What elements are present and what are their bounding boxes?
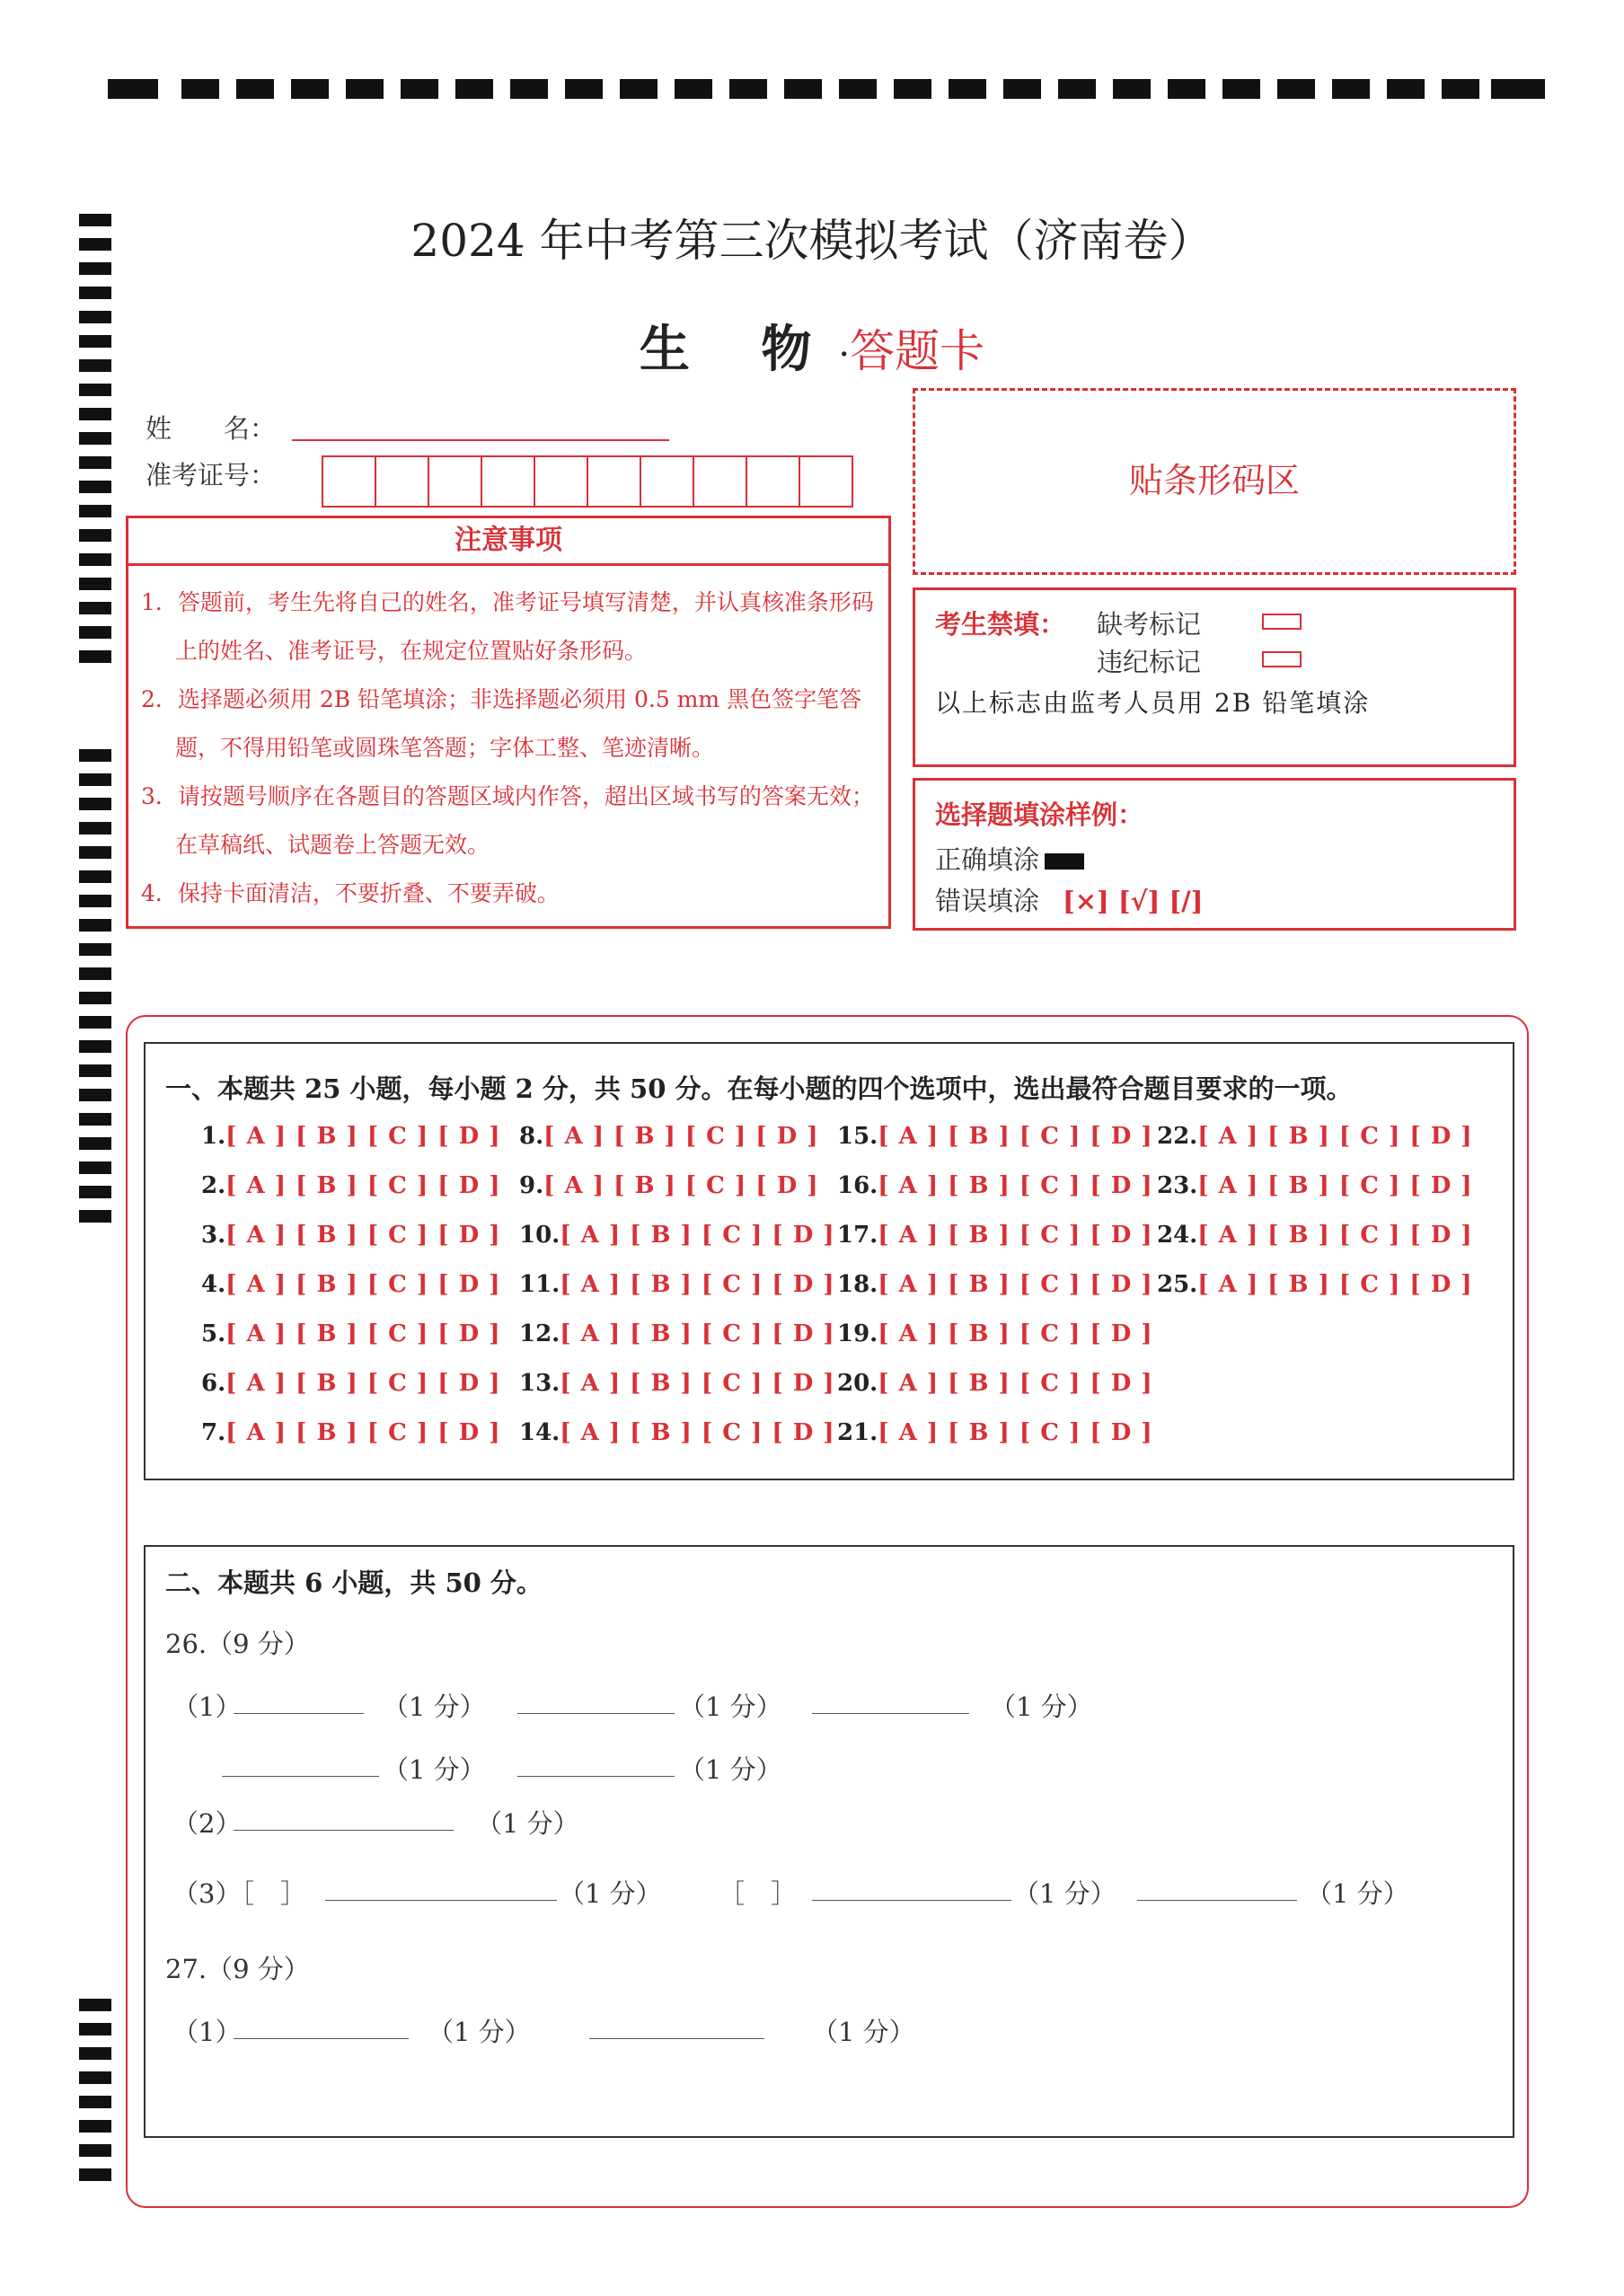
score-label: （1 分） — [1306, 1878, 1409, 1909]
score-label: （1 分） — [812, 2017, 915, 2047]
timing-mark — [79, 505, 111, 517]
timing-mark — [79, 2096, 111, 2108]
answer-options[interactable]: [ A ] [ B ] [ C ] [ D ] — [1197, 1123, 1473, 1150]
answer-options[interactable]: [ A ] [ B ] [ C ] [ D ] — [543, 1172, 819, 1199]
answer-line[interactable] — [589, 2037, 764, 2039]
timing-mark — [1442, 79, 1479, 99]
mcq-item[interactable] — [201, 1222, 501, 1249]
timing-mark — [79, 2144, 111, 2157]
answer-options[interactable]: [ A ] [ B ] [ C ] [ D ] — [225, 1172, 501, 1199]
timing-mark — [1003, 79, 1041, 99]
answer-options[interactable]: [ A ] [ B ] [ C ] [ D ] — [560, 1419, 835, 1446]
timing-mark — [565, 79, 603, 99]
mcq-item[interactable] — [1157, 1271, 1473, 1298]
answer-options[interactable]: [ A ] [ B ] [ C ] [ D ] — [878, 1320, 1153, 1347]
filled-mark-icon — [1045, 853, 1084, 870]
answer-options[interactable]: [ A ] [ B ] [ C ] [ D ] — [878, 1172, 1153, 1199]
question-number: 24. — [1157, 1222, 1198, 1249]
answer-options[interactable]: [ A ] [ B ] [ C ] [ D ] — [225, 1370, 501, 1397]
timing-mark — [79, 2120, 111, 2133]
absent-label: 缺考标记 — [1097, 609, 1202, 640]
mcq-item[interactable] — [1157, 1172, 1473, 1199]
timing-mark — [1113, 79, 1151, 99]
timing-mark — [1491, 79, 1545, 99]
timing-mark — [79, 384, 111, 396]
id-digit-box[interactable] — [587, 455, 641, 508]
timing-mark — [79, 1016, 111, 1029]
timing-mark — [1058, 79, 1096, 99]
timing-mark — [79, 1210, 111, 1223]
timing-marks-left-2 — [79, 749, 111, 1234]
q27-label: 27.（9 分） — [165, 1954, 310, 1984]
timing-marks-left — [79, 214, 111, 681]
id-digit-box[interactable] — [322, 455, 376, 508]
mcq-item[interactable] — [519, 1271, 835, 1298]
timing-mark — [79, 1089, 111, 1101]
answer-line[interactable] — [517, 1775, 675, 1777]
question-number: 16. — [837, 1172, 878, 1199]
answer-options[interactable]: [ A ] [ B ] [ C ] [ D ] — [1197, 1172, 1473, 1199]
timing-mark — [1387, 79, 1425, 99]
mcq-item[interactable] — [201, 1123, 501, 1150]
timing-mark — [79, 749, 111, 762]
exam-id-boxes[interactable] — [322, 455, 852, 508]
answer-options[interactable]: [ A ] [ B ] [ C ] [ D ] — [225, 1271, 501, 1298]
question-number: 19. — [837, 1320, 878, 1347]
free-response-section — [144, 1545, 1514, 2138]
question-number: 10. — [519, 1222, 560, 1249]
mcq-item[interactable] — [837, 1222, 1153, 1249]
answer-options[interactable]: [ A ] [ B ] [ C ] [ D ] — [1197, 1222, 1473, 1249]
timing-mark — [236, 79, 274, 99]
answer-line[interactable] — [234, 1829, 454, 1831]
answer-options[interactable]: [ A ] [ B ] [ C ] [ D ] — [560, 1271, 835, 1298]
timing-marks-left-3 — [79, 1999, 111, 2187]
wrong-fill-row — [935, 881, 1204, 918]
subject-title — [0, 310, 1624, 382]
violation-label: 违纪标记 — [1097, 647, 1202, 677]
timing-mark — [949, 79, 986, 99]
mcq-item[interactable] — [201, 1271, 501, 1298]
id-digit-box[interactable] — [640, 455, 694, 508]
score-label: （1 分） — [383, 1754, 486, 1785]
score-label: （1 分） — [428, 2017, 531, 2047]
violation-mark-box[interactable] — [1262, 651, 1302, 667]
mcq-item[interactable] — [837, 1172, 1153, 1199]
score-label: （1 分） — [679, 1691, 782, 1722]
mcq-item[interactable] — [201, 1320, 501, 1347]
timing-mark — [79, 626, 111, 639]
mcq-item[interactable] — [837, 1271, 1153, 1298]
answer-options[interactable]: [ A ] [ B ] [ C ] [ D ] — [878, 1419, 1153, 1446]
id-digit-box[interactable] — [746, 455, 800, 508]
answer-options[interactable]: [ A ] [ B ] [ C ] [ D ] — [225, 1320, 501, 1347]
section1-heading: 一、本题共 25 小题，每小题 2 分，共 50 分。在每小题的四个选项中，选出最符合题目要求的一项。 — [165, 1073, 1353, 1104]
timing-mark — [79, 553, 111, 566]
answer-line[interactable] — [812, 1899, 1011, 1901]
timing-mark — [1222, 79, 1260, 99]
timing-mark — [79, 408, 111, 420]
timing-mark — [79, 967, 111, 980]
card-label: 答题卡 — [850, 325, 985, 377]
timing-mark — [79, 992, 111, 1004]
timing-mark — [79, 481, 111, 493]
answer-options[interactable]: [ A ] [ B ] [ C ] [ D ] — [225, 1123, 501, 1150]
timing-mark — [510, 79, 548, 99]
question-number: 13. — [519, 1370, 560, 1397]
mcq-item[interactable] — [201, 1419, 501, 1446]
id-digit-box[interactable] — [481, 455, 535, 508]
answer-line[interactable] — [325, 1899, 557, 1901]
forbid-title: 考生禁填： — [935, 609, 1066, 640]
correct-fill-row — [935, 840, 1084, 877]
question-number: 3. — [201, 1222, 226, 1249]
question-number: 4. — [201, 1271, 226, 1298]
question-number: 14. — [519, 1419, 560, 1446]
timing-mark — [79, 578, 111, 590]
notice-heading: 注意事项 — [128, 518, 888, 566]
answer-line[interactable] — [517, 1712, 675, 1714]
score-label: （1 分） — [383, 1691, 486, 1722]
mcq-item[interactable] — [519, 1123, 819, 1150]
timing-mark — [79, 456, 111, 469]
timing-mark — [346, 79, 384, 99]
name-label: 姓 名： — [146, 413, 277, 444]
notice-item: 2．选择题必须用 2B 铅笔填涂；非选择题必须用 0.5 mm 黑色签字笔答题，不得用铅笔或圆珠笔答题；字体工整、笔迹清晰。 — [141, 686, 862, 761]
sample-title: 选择题填涂样例： — [935, 799, 1144, 830]
mcq-item[interactable] — [201, 1172, 501, 1199]
mcq-item[interactable] — [1157, 1123, 1473, 1150]
name-field[interactable] — [292, 439, 669, 441]
answer-options[interactable]: [ A ] [ B ] [ C ] [ D ] — [225, 1222, 501, 1249]
mcq-item[interactable] — [1157, 1222, 1473, 1249]
question-number: 18. — [837, 1271, 878, 1298]
mcq-item[interactable] — [201, 1370, 501, 1397]
timing-mark — [894, 79, 931, 99]
mcq-item[interactable] — [519, 1419, 835, 1446]
timing-mark — [1168, 79, 1205, 99]
question-number: 9. — [519, 1172, 544, 1199]
question-number: 17. — [837, 1222, 878, 1249]
mcq-item[interactable] — [519, 1370, 835, 1397]
answer-line[interactable] — [234, 1712, 364, 1714]
answer-options[interactable]: [ A ] [ B ] [ C ] [ D ] — [878, 1123, 1153, 1150]
mcq-item[interactable] — [519, 1172, 819, 1199]
notice-item: 4．保持卡面清洁，不要折叠、不要弄破。 — [141, 880, 560, 906]
score-label: （1 分） — [990, 1691, 1093, 1722]
timing-mark — [675, 79, 712, 99]
notice-item: 3．请按题号顺序在各题目的答题区域内作答，超出区域书写的答案无效；在草稿纸、试题卷上答题无效。 — [141, 783, 874, 858]
timing-mark — [839, 79, 877, 99]
id-digit-box[interactable] — [799, 455, 853, 508]
question-number: 23. — [1157, 1172, 1198, 1199]
question-number: 20. — [837, 1370, 878, 1397]
timing-mark — [79, 773, 111, 786]
timing-mark — [1277, 79, 1315, 99]
timing-mark — [79, 822, 111, 835]
mcq-item[interactable] — [837, 1370, 1153, 1397]
timing-mark — [79, 2071, 111, 2084]
score-label: （1 分） — [1013, 1878, 1116, 1909]
timing-mark-bar — [108, 75, 1545, 102]
question-number: 11. — [519, 1271, 560, 1298]
timing-mark — [181, 79, 219, 99]
answer-options[interactable]: [ A ] [ B ] [ C ] [ D ] — [878, 1370, 1153, 1397]
score-label: （1 分） — [476, 1808, 579, 1839]
answer-line[interactable] — [1137, 1899, 1297, 1901]
answer-options[interactable]: [ A ] [ B ] [ C ] [ D ] — [878, 1222, 1153, 1249]
notice-item: 1．答题前，考生先将自己的姓名，准考证号填写清楚，并认真核准条形码上的姓名、准考证号，在规定位置贴好条形码。 — [141, 589, 874, 664]
timing-mark — [79, 1040, 111, 1053]
bracket-blank[interactable]: ［ ］ — [719, 1878, 798, 1909]
timing-mark — [79, 1064, 111, 1077]
exam-title: 2024 年中考第三次模拟考试（济南卷） — [410, 215, 1214, 267]
timing-mark — [620, 79, 658, 99]
subject-name: 生 物 — [639, 320, 839, 379]
answer-options[interactable]: [ A ] [ B ] [ C ] [ D ] — [560, 1222, 835, 1249]
timing-mark — [1332, 79, 1370, 99]
id-digit-box[interactable] — [375, 455, 429, 508]
question-number: 6. — [201, 1370, 226, 1397]
timing-mark — [79, 1186, 111, 1198]
timing-mark — [79, 870, 111, 883]
timing-mark — [79, 919, 111, 932]
timing-mark — [79, 529, 111, 542]
q26-part3-label: （3）［ ］ — [172, 1878, 306, 1909]
wrong-fill-label: 错误填涂 — [935, 886, 1040, 916]
mcq-item[interactable] — [837, 1320, 1153, 1347]
q26-label: 26.（9 分） — [165, 1629, 310, 1659]
timing-mark — [79, 650, 111, 663]
id-digit-box[interactable] — [534, 455, 588, 508]
id-label: 准考证号： — [146, 460, 277, 490]
question-number: 2. — [201, 1172, 226, 1199]
timing-mark — [455, 79, 493, 99]
forbid-note: 以上标志由监考人员用 2B 铅笔填涂 — [935, 688, 1371, 718]
timing-mark — [79, 943, 111, 956]
answer-options[interactable]: [ A ] [ B ] [ C ] [ D ] — [878, 1271, 1153, 1298]
question-number: 21. — [837, 1419, 878, 1446]
question-number: 25. — [1157, 1271, 1198, 1298]
timing-mark — [79, 895, 111, 907]
absent-mark-box[interactable] — [1262, 614, 1302, 630]
question-number: 1. — [201, 1123, 226, 1150]
multiple-choice-section — [144, 1042, 1514, 1480]
mcq-item[interactable] — [519, 1320, 835, 1347]
q26-part1-label: （1） — [172, 1691, 242, 1722]
score-label: （1 分） — [679, 1754, 782, 1785]
title-separator: · — [838, 334, 851, 375]
answer-line[interactable] — [234, 2037, 409, 2039]
answer-options[interactable]: [ A ] [ B ] [ C ] [ D ] — [560, 1320, 835, 1347]
wrong-fill-marks: [×] [√] [/] — [1063, 886, 1204, 916]
timing-mark — [79, 1161, 111, 1174]
notice-box — [126, 516, 891, 929]
timing-mark — [401, 79, 438, 99]
mcq-item[interactable] — [837, 1419, 1153, 1446]
timing-mark — [79, 602, 111, 614]
section2-heading: 二、本题共 6 小题，共 50 分。 — [165, 1567, 543, 1598]
timing-mark — [291, 79, 329, 99]
question-number: 22. — [1157, 1123, 1198, 1150]
timing-mark — [79, 2023, 111, 2035]
correct-fill-label: 正确填涂 — [935, 844, 1040, 875]
timing-mark — [79, 1999, 111, 2011]
mcq-item[interactable] — [837, 1123, 1153, 1150]
timing-mark — [79, 1113, 111, 1126]
question-number: 8. — [519, 1123, 544, 1150]
id-digit-box[interactable] — [693, 455, 747, 508]
timing-mark — [108, 79, 158, 99]
timing-mark — [79, 798, 111, 810]
q27-part1-label: （1） — [172, 2017, 242, 2047]
forbid-box — [913, 587, 1516, 767]
timing-mark — [79, 1137, 111, 1150]
mcq-item[interactable] — [519, 1222, 835, 1249]
answer-options[interactable]: [ A ] [ B ] [ C ] [ D ] — [543, 1123, 819, 1150]
barcode-area: 贴条形码区 — [913, 388, 1516, 575]
question-number: 7. — [201, 1419, 226, 1446]
id-digit-box[interactable] — [428, 455, 482, 508]
score-label: （1 分） — [559, 1878, 662, 1909]
timing-mark — [784, 79, 822, 99]
timing-mark — [729, 79, 767, 99]
timing-mark — [79, 2168, 111, 2181]
question-number: 15. — [837, 1123, 878, 1150]
timing-mark — [79, 846, 111, 859]
answer-options[interactable]: [ A ] [ B ] [ C ] [ D ] — [225, 1419, 501, 1446]
answer-options[interactable]: [ A ] [ B ] [ C ] [ D ] — [1197, 1271, 1473, 1298]
answer-line[interactable] — [222, 1775, 379, 1777]
answer-line[interactable] — [812, 1712, 969, 1714]
fill-sample-box — [913, 778, 1516, 931]
timing-mark — [79, 2047, 111, 2060]
question-number: 12. — [519, 1320, 560, 1347]
answer-options[interactable]: [ A ] [ B ] [ C ] [ D ] — [560, 1370, 835, 1397]
q26-part2-label: （2） — [172, 1808, 242, 1839]
timing-mark — [79, 432, 111, 445]
question-number: 5. — [201, 1320, 226, 1347]
timing-mark — [79, 287, 111, 299]
